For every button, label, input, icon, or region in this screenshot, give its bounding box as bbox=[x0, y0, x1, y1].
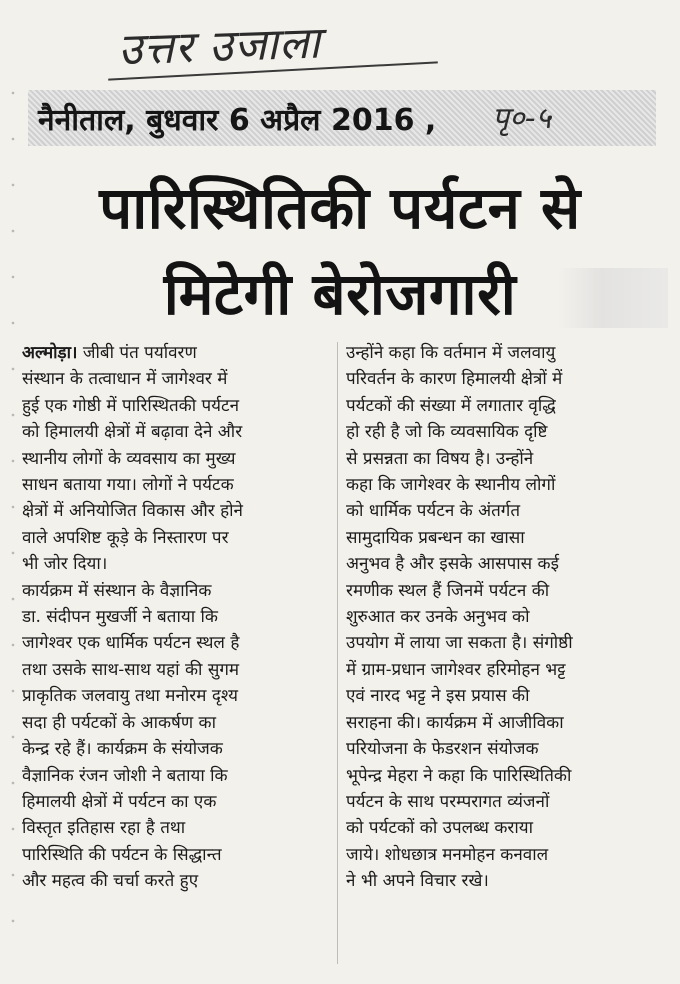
handwritten-page-number: पृ०-५ bbox=[492, 101, 552, 136]
print-bleed-through bbox=[558, 268, 668, 328]
newspaper-masthead: उत्तर उजाला bbox=[117, 17, 322, 76]
article-paragraph: उन्होंने कहा कि वर्तमान में जलवायु परिवर्तन के कारण हिमालयी क्षेत्रों में पर्यटकों की संख्या में लगातार वृद्धि हो रही है जो कि व्यवसायिक दृष्टि से प्रसन्नता का विषय है। उन्होंने कहा कि जागेश्वर के स्थानीय लोगों को धार्मिक पर्यटन के अंतर्गत सामुदायिक प्रबन्धन का खासा अनुभव है और इसके आसपास कई रमणीक स्थल हैं जिनमें पर्यटन की शुरुआत कर उनके अनुभव को उपयोग में लाया जा सकता है। संगोष्ठी में ग्राम-प्रधान जागेश्वर हरिमोहन भट्ट एवं नारद भट्ट ने इस प्रयास की सराहना की। कार्यक्रम में आजीविका परियोजना के फेडरशन संयोजक भूपेन्द्र मेहरा ने कहा कि पारिस्थितिकी पर्यटन के साथ परम्परागत व्यंजनों को पर्यटकों को उपलब्ध कराया जाये। शोधछात्र मनमोहन कनवाल ने भी अपने विचार रखे। bbox=[346, 343, 573, 892]
place-label: अल्मोड़ा। bbox=[22, 343, 78, 363]
column-divider bbox=[337, 342, 338, 964]
dateline: नैनीताल, बुधवार 6 अप्रैल 2016 , bbox=[38, 103, 437, 138]
headline-line-2: मिटेगी बेरोजगारी bbox=[163, 260, 517, 328]
article-column-left bbox=[22, 340, 338, 895]
article-paragraph bbox=[22, 578, 338, 895]
article-text: कार्यक्रम में संस्थान के वैज्ञानिक डा. संदीपन मुखर्जी ने बताया कि जागेश्वर एक धार्मिक पर्यटन स्थल है तथा उसके साथ-साथ यहां की सुगम प्राकृतिक जलवायु तथा मनोरम दृश्य सदा ही पर्यटकों के आकर्षण का केन्द्र रहे हैं। कार्यक्रम के संयोजक वैज्ञानिक रंजन जोशी ने बताया कि हिमालयी क्षेत्रों में पर्यटन का एक विस्तृत इतिहास रहा है तथा पारिस्थिति की पर्यटन के सिद्धान्त और महत्व की चर्चा करते हुए bbox=[22, 580, 240, 892]
article-column-right bbox=[346, 340, 662, 895]
article-text: जीबी पंत पर्यावरण संस्थान के तत्वाधान में जागेश्वर में हुई एक गोष्ठी में पारिस्थितकी पर्यटन को हिमालयी क्षेत्रों में बढ़ावा देने और स्थानीय लोगों के व्यवसाय का मुख्य साधन बताया गया। लोगों ने पर्यटक क्षेत्रों में अनियोजित विकास और होने वाले अपशिष्ट कूड़े के निस्तारण पर भी जोर दिया। bbox=[22, 343, 243, 575]
headline-line-1: पारिस्थितिकी पर्यटन से bbox=[99, 174, 581, 242]
scan-edge-dots bbox=[6, 70, 20, 950]
article-paragraph bbox=[22, 340, 338, 578]
